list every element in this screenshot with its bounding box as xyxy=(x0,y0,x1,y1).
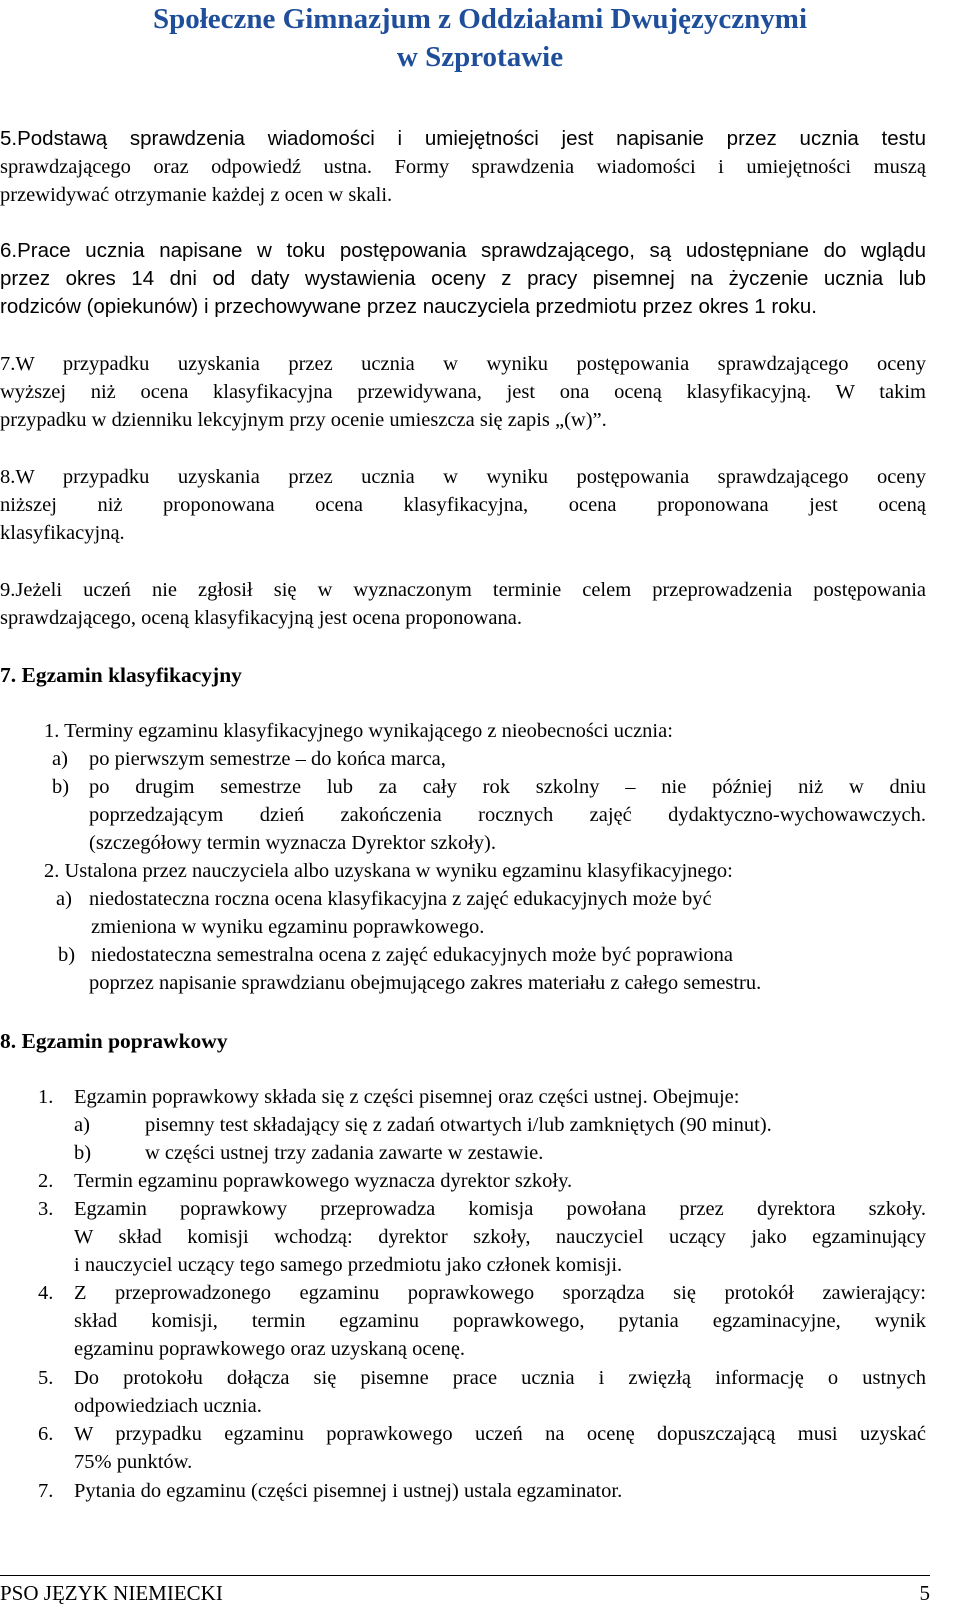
page-footer xyxy=(0,1579,930,1607)
list-item: Z przeprowadzonego egzaminu poprawkowego sporządza się protokół zawierający: xyxy=(74,1282,926,1304)
school-header xyxy=(0,0,960,76)
list-item: Egzamin poprawkowy składa się z części pisemnej oraz części ustnej. Obejmuje: xyxy=(74,1086,740,1108)
paragraph-line: 6.Prace ucznia napisane w toku postępowania sprawdzającego, są udostępniane do wglądu xyxy=(0,239,926,262)
paragraph-line: przewidywać otrzymanie każdej z ocen w skali. xyxy=(0,184,393,206)
list-item: egzaminu poprawkowego oraz uzyskaną ocenę. xyxy=(74,1338,466,1360)
list-item: poprzedzającym dzień zakończenia rocznych zajęć dydaktyczno-wychowawczych. xyxy=(89,804,926,826)
page-number: 5 xyxy=(919,1581,930,1605)
list-marker: a) xyxy=(52,748,68,770)
list-marker: 5. xyxy=(38,1367,54,1389)
list-marker: b) xyxy=(52,776,70,798)
paragraph-line: 9.Jeżeli uczeń nie zgłosił się w wyznaczonym terminie celem przeprowadzenia postępowania xyxy=(0,579,926,601)
list-marker: a) xyxy=(56,888,72,910)
footer-divider xyxy=(0,1575,930,1576)
list-marker: 2. xyxy=(38,1170,54,1192)
paragraph-line: przypadku w dzienniku lekcyjnym przy ocenie umieszcza się zapis „(w)”. xyxy=(0,409,607,431)
list-item: (szczegółowy termin wyznacza Dyrektor szkoły). xyxy=(89,832,496,854)
list-item: Egzamin poprawkowy przeprowadza komisja powołana przez dyrektora szkoły. xyxy=(74,1198,926,1220)
list-item: 1. Terminy egzaminu klasyfikacyjnego wynikającego z nieobecności ucznia: xyxy=(44,720,673,742)
list-marker: b) xyxy=(74,1142,92,1164)
paragraph-line: 7.W przypadku uzyskania przez ucznia w wyniku postępowania sprawdzającego oceny xyxy=(0,353,926,375)
list-item: w części ustnej trzy zadania zawarte w zestawie. xyxy=(145,1142,544,1164)
paragraph-line: sprawdzającego, oceną klasyfikacyjną jest ocena proponowana. xyxy=(0,607,522,629)
paragraph-line: rodziców (opiekunów) i przechowywane przez nauczyciela przedmiotu przez okres 1 roku. xyxy=(0,295,817,318)
list-marker: b) xyxy=(58,944,76,966)
list-marker: 7. xyxy=(38,1480,54,1502)
paragraph-line: sprawdzającego oraz odpowiedź ustna. Formy sprawdzenia wiadomości i umiejętności muszą xyxy=(0,156,926,178)
list-item: niedostateczna semestralna ocena z zajęć edukacyjnych może być poprawiona xyxy=(91,944,734,966)
list-item: 2. Ustalona przez nauczyciela albo uzyskana w wyniku egzaminu klasyfikacyjnego: xyxy=(44,860,733,882)
list-marker: 3. xyxy=(38,1198,54,1220)
section-heading: 8. Egzamin poprawkowy xyxy=(0,1029,228,1053)
list-item: W przypadku egzaminu poprawkowego uczeń na ocenę dopuszczającą musi uzyskać xyxy=(74,1423,926,1445)
paragraph-line: 5.Podstawą sprawdzenia wiadomości i umiejętności jest napisanie przez ucznia testu xyxy=(0,127,926,150)
list-item: zmieniona w wyniku egzaminu poprawkowego. xyxy=(91,916,485,938)
list-item: niedostateczna roczna ocena klasyfikacyjna z zajęć edukacyjnych może być xyxy=(89,888,712,910)
list-item: po drugim semestrze lub za cały rok szkolny – nie później niż w dniu xyxy=(89,776,926,798)
paragraph-line: 8.W przypadku uzyskania przez ucznia w wyniku postępowania sprawdzającego oceny xyxy=(0,466,926,488)
footer-title: PSO JĘZYK NIEMIECKI xyxy=(0,1581,223,1605)
paragraph-line: niższej niż proponowana ocena klasyfikacyjna, ocena proponowana jest oceną xyxy=(0,494,926,516)
list-item: Do protokołu dołącza się pisemne prace ucznia i zwięzłą informację o ustnych xyxy=(74,1367,926,1389)
list-item: i nauczyciel uczący tego samego przedmiotu jako członek komisji. xyxy=(74,1254,623,1276)
list-item: Termin egzaminu poprawkowego wyznacza dyrektor szkoły. xyxy=(74,1170,573,1192)
list-item: skład komisji, termin egzaminu poprawkowego, pytania egzaminacyjne, wynik xyxy=(74,1310,926,1332)
list-item: Pytania do egzaminu (części pisemnej i ustnej) ustala egzaminator. xyxy=(74,1480,623,1502)
list-item: pisemny test składający się z zadań otwartych i/lub zamkniętych (90 minut). xyxy=(145,1114,772,1136)
list-item: W skład komisji wchodzą: dyrektor szkoły, nauczyciel uczący jako egzaminujący xyxy=(74,1226,926,1248)
list-marker: 4. xyxy=(38,1282,54,1304)
list-marker: a) xyxy=(74,1114,90,1136)
list-item: 75% punktów. xyxy=(74,1451,193,1473)
paragraph-line: przez okres 14 dni od daty wystawienia oceny z pracy pisemnej na życzenie ucznia lub xyxy=(0,267,926,290)
list-marker: 1. xyxy=(38,1086,54,1108)
header-line-2: w Szprotawie xyxy=(396,41,564,73)
list-item: po pierwszym semestrze – do końca marca, xyxy=(89,748,446,770)
section-heading: 7. Egzamin klasyfikacyjny xyxy=(0,663,242,687)
list-item: poprzez napisanie sprawdzianu obejmującego zakres materiału z całego semestru. xyxy=(89,972,762,994)
header-line-1: Społeczne Gimnazjum z Oddziałami Dwujęzycznymi xyxy=(152,3,808,35)
paragraph-line: wyższej niż ocena klasyfikacyjna przewidywana, jest ona oceną klasyfikacyjną. W takim xyxy=(0,381,926,403)
list-marker: 6. xyxy=(38,1423,54,1445)
list-item: odpowiedziach ucznia. xyxy=(74,1395,262,1417)
paragraph-line: klasyfikacyjną. xyxy=(0,522,125,544)
